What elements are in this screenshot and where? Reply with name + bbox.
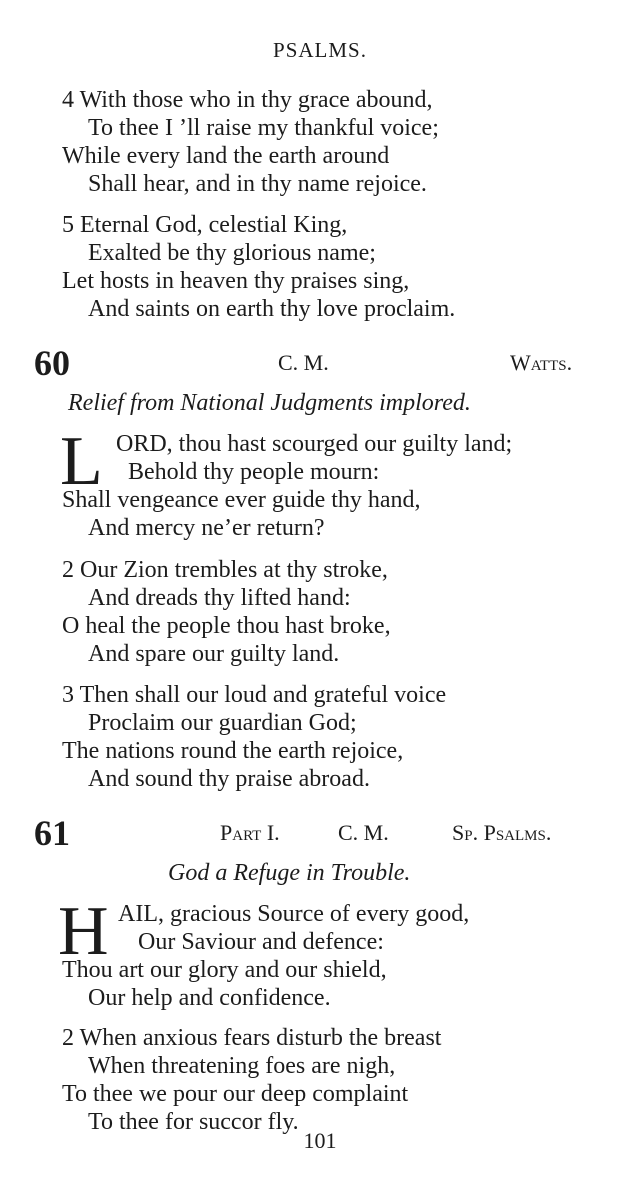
verse-line: Our Saviour and defence: (138, 929, 384, 955)
verse-line: 4 With those who in thy grace abound, (62, 87, 433, 113)
verse-line: Proclaim our guardian God; (88, 710, 357, 736)
verse-line: ORD, thou hast scourged our guilty land; (116, 431, 513, 457)
hymn-author: Watts. (510, 350, 573, 375)
verse-line: And saints on earth thy love proclaim. (88, 296, 456, 322)
hymn-meter: C. M. (278, 350, 329, 375)
hymn-meter: C. M. (338, 820, 389, 845)
verse-line: AIL, gracious Source of every good, (118, 901, 470, 927)
verse-line: Exalted be thy glorious name; (88, 240, 376, 266)
verse-line: Shall hear, and in thy name rejoice. (88, 171, 427, 197)
drop-capital: L (60, 423, 103, 500)
page-number: 101 (303, 1128, 337, 1153)
verse-line: While every land the earth around (62, 143, 390, 169)
hymn-source: Sp. Psalms. (452, 820, 552, 845)
verse-line: O heal the people thou hast broke, (62, 613, 391, 639)
verse-line: Behold thy people mourn: (128, 459, 380, 485)
verse-line: To thee we pour our deep complaint (62, 1081, 409, 1107)
verse-line: And dreads thy lifted hand: (88, 585, 351, 611)
verse-line: To thee for succor fly. (88, 1109, 299, 1135)
hymn-title: God a Refuge in Trouble. (168, 860, 411, 886)
verse-line: And spare our guilty land. (88, 641, 340, 667)
verse-line: 2 Our Zion trembles at thy stroke, (62, 557, 388, 583)
verse-line: When threatening foes are nigh, (88, 1053, 396, 1079)
hymn-number: 60 (34, 343, 70, 383)
verse-line: And mercy ne’er return? (88, 515, 325, 541)
verse-line: And sound thy praise abroad. (88, 766, 370, 792)
verse-line: The nations round the earth rejoice, (62, 738, 404, 764)
verse-line: Let hosts in heaven thy praises sing, (62, 268, 410, 294)
verse-line: To thee I ’ll raise my thankful voice; (88, 115, 439, 141)
hymn-title: Relief from National Judgments implored. (68, 390, 471, 416)
hymn-number: 61 (34, 813, 70, 853)
hymn-part: Part I. (220, 820, 280, 845)
running-header: PSALMS. (273, 38, 367, 62)
verse-line: Thou art our glory and our shield, (62, 957, 387, 983)
verse-line: Shall vengeance ever guide thy hand, (62, 487, 421, 513)
verse-line: 5 Eternal God, celestial King, (62, 212, 348, 238)
verse-line: Our help and confidence. (88, 985, 331, 1011)
verse-line: 2 When anxious fears disturb the breast (62, 1025, 442, 1051)
drop-capital: H (58, 893, 109, 970)
verse-line: 3 Then shall our loud and grateful voice (62, 682, 447, 708)
